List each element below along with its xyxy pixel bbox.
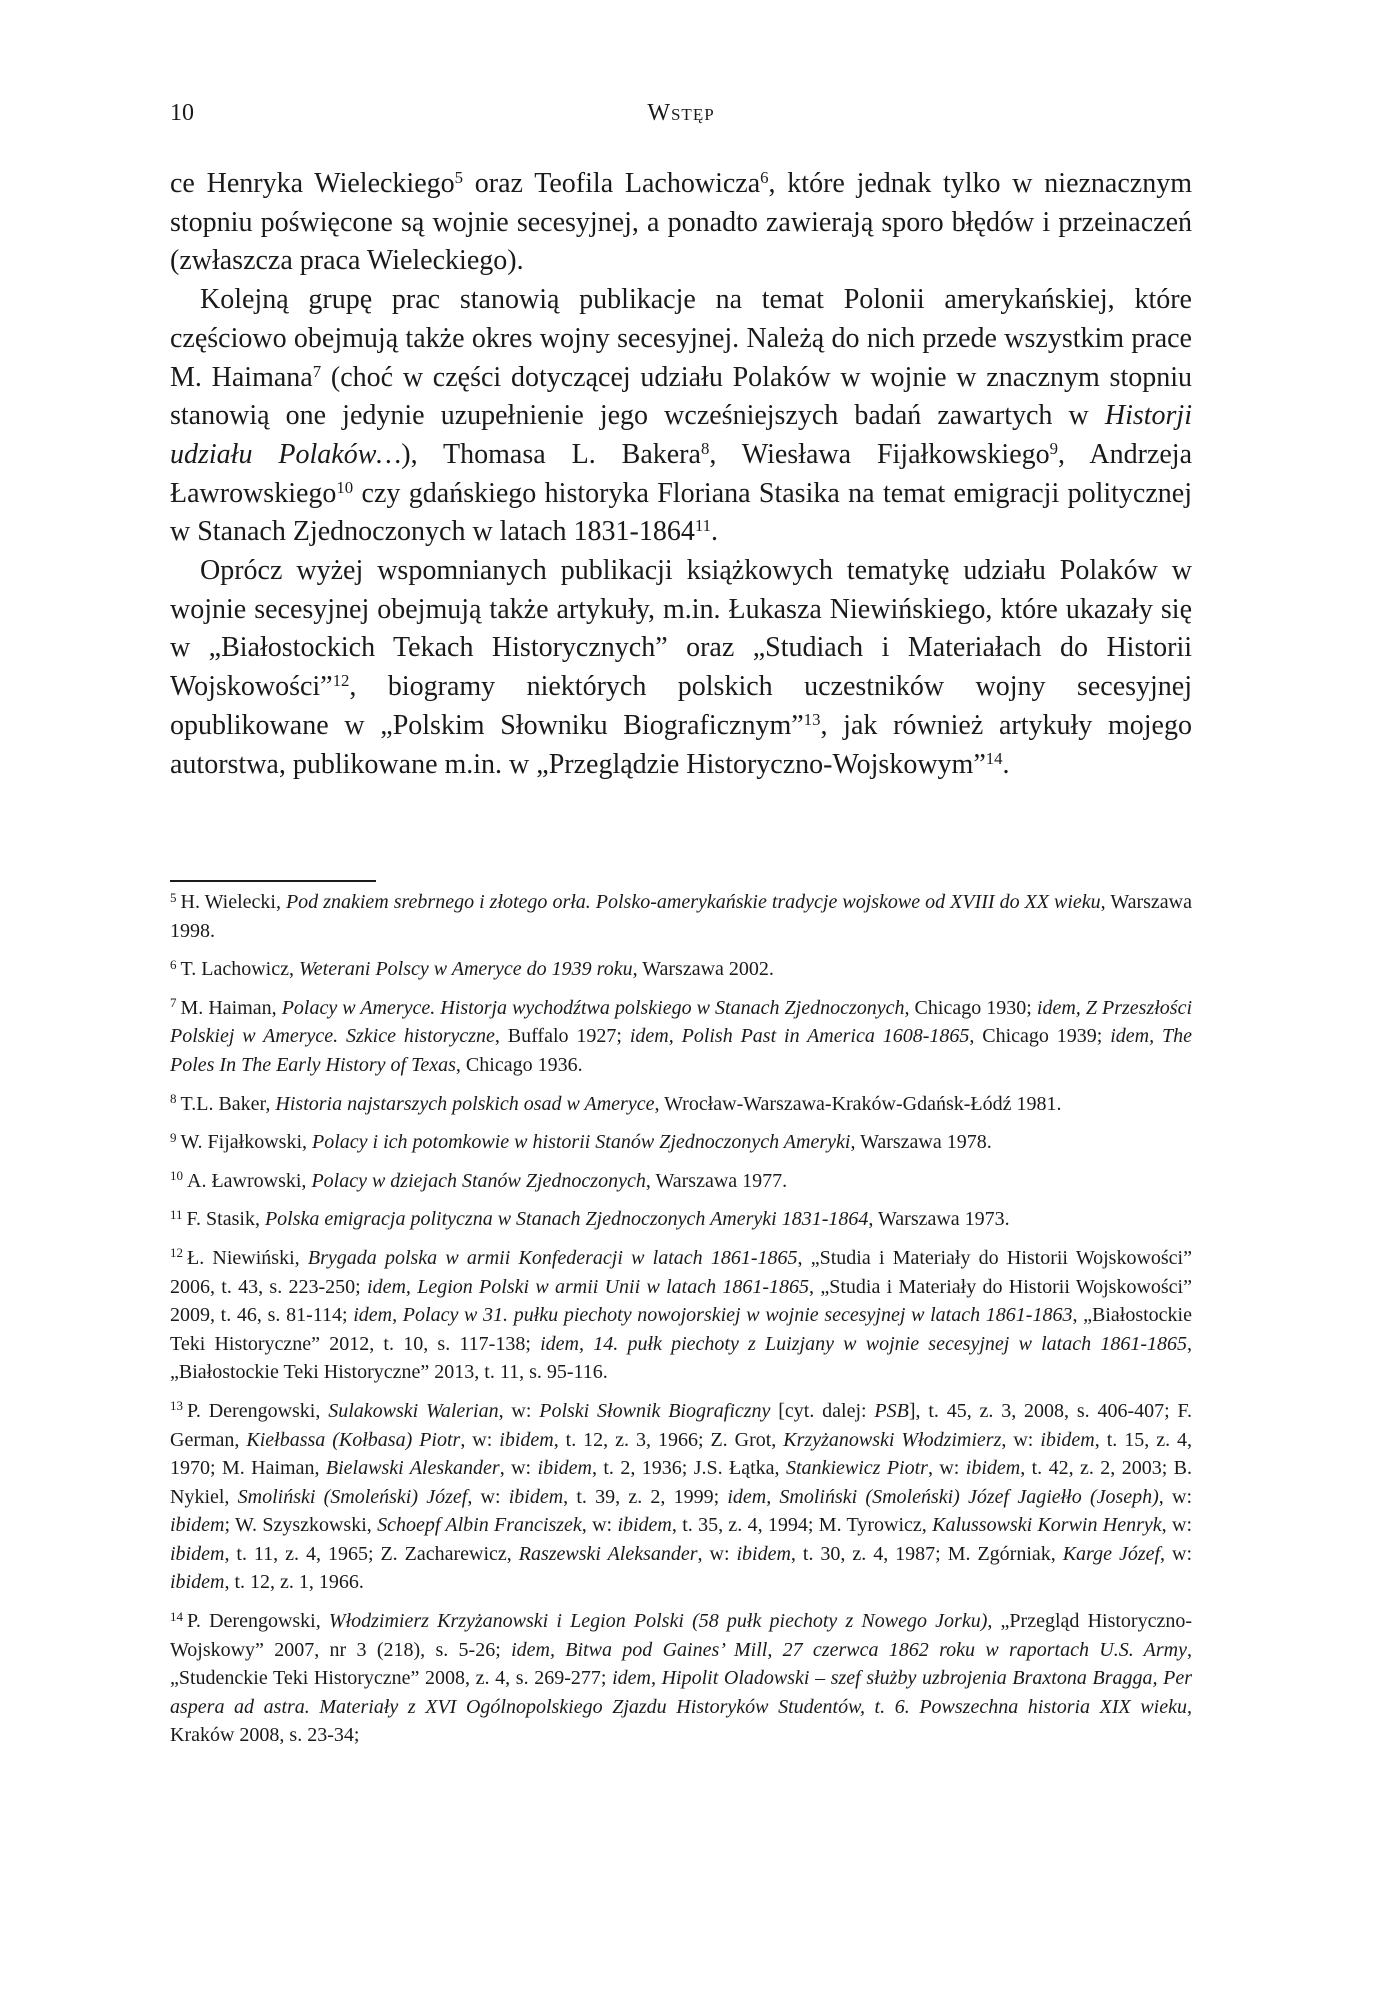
footnote-reference: 7 [312, 361, 322, 381]
text-run: , w: [1161, 1514, 1192, 1537]
text-run: T. Lachowicz, [180, 958, 299, 981]
text-run: , Warszawa 1973. [868, 1208, 1010, 1231]
text-run: , „Studia i Materiały do Historii Wojskowości” 2006, t. 43, s. 223-250; [170, 1246, 1192, 1298]
italic-text: Raszewski Aleksander [518, 1542, 698, 1565]
footnote-reference: 6 [760, 167, 769, 187]
text-run: , Kraków 2008, s. 23-34; [170, 1695, 1192, 1747]
text-run: , w: [499, 1457, 538, 1480]
footnote-reference: 12 [332, 670, 350, 690]
italic-text: ibidem [736, 1542, 791, 1565]
italic-text: ibidem [499, 1428, 554, 1451]
footnotes [170, 888, 1192, 1760]
footnote-number: 9 [170, 1129, 177, 1145]
text-run: W. Fijałkowski, [180, 1131, 312, 1154]
text-run: , Warszawa 1998. [170, 891, 1192, 942]
text-run: , „Przegląd Historyczno-Wojskowy” 2007, nr 3 (218), s. 5-26; [170, 1610, 1193, 1661]
text-run: . [711, 516, 719, 548]
text-run: ce Henryka Wieleckiego [170, 168, 455, 199]
italic-text: idem, Smoliński (Smoleński) Józef Jagiełło (Joseph) [727, 1485, 1159, 1508]
italic-text: idem, Polish Past in America 1608-1865 [629, 1025, 970, 1048]
text-run: Ł. Niewiński, [187, 1246, 308, 1269]
text-run: , Warszawa 2002. [632, 958, 774, 981]
footnote-number: 8 [170, 1091, 177, 1107]
text-run: [cyt. dalej: [770, 1399, 875, 1422]
italic-text: Schoepf Albin Franciszek [377, 1514, 582, 1537]
text-run: F. Stasik, [186, 1208, 265, 1231]
footnote [170, 1397, 1192, 1597]
footnote [170, 1205, 1192, 1234]
footnote-reference: 8 [700, 438, 710, 458]
italic-text: Polacy w dziejach Stanów Zjednoczonych [311, 1169, 646, 1192]
italic-text: Stankiewicz Piotr [785, 1457, 928, 1480]
footnote-number: 6 [170, 956, 177, 972]
body-paragraph [170, 165, 1192, 281]
italic-text: ibidem [170, 1514, 225, 1537]
italic-text: Polska emigracja polityczna w Stanach Zjednoczonych Ameryki 1831-1864 [264, 1208, 869, 1231]
italic-text: Bielawski Aleskander [325, 1457, 500, 1480]
main-text [170, 165, 1192, 784]
text-run: , w: [460, 1428, 500, 1451]
italic-text: Polacy w Ameryce. Historja wychodźtwa polskiego w Stanach Zjednoczonych [281, 996, 905, 1019]
text-run: , Chicago 1930; [904, 996, 1037, 1019]
text-run: Kolejną grupę prac stanowią publikacje na temat Polonii amerykańskiej, które częściowo obejmują także okres wojny secesyjnej. Należą do nich przede wszystkim prace M. Haimana [170, 284, 1192, 393]
italic-text: Weterani Polscy w Ameryce do 1939 roku [298, 958, 633, 981]
italic-text: Pod znakiem srebrnego i złotego orła. Polsko-amerykańskie tradycje wojskowe od XVIII do XX wieku [285, 891, 1101, 913]
body-paragraph [170, 552, 1192, 784]
footnote-separator [170, 880, 376, 882]
text-run: , t. 35, z. 4, 1994; M. Tyrowicz, [671, 1514, 933, 1537]
italic-text: idem, Z Przeszłości Polskiej w Ameryce. Szkice historyczne [170, 996, 1193, 1048]
footnote [170, 994, 1192, 1080]
italic-text: Historia najstarszych polskich osad w Ameryce [275, 1092, 655, 1115]
text-run: , t. 2, 1936; J.S. Łątka, [591, 1457, 786, 1480]
italic-text: idem, Legion Polski w armii Unii w latach 1861-1865 [367, 1275, 810, 1298]
italic-text: Polacy i ich potomkowie w historii Stanów Zjednoczonych Ameryki [312, 1131, 851, 1154]
text-run: , Andrzeja Ławrowskiego [170, 438, 1193, 509]
italic-text: Kiełbassa (Kołbasa) Piotr [246, 1428, 461, 1451]
text-run: M. Haiman, [180, 996, 282, 1019]
footnote-reference: 9 [1049, 438, 1059, 458]
text-run: ), Thomasa L. Bakera [401, 438, 701, 470]
italic-text: idem, The Poles In The Early History of Texas [170, 1025, 1192, 1076]
footnote [170, 1167, 1192, 1196]
italic-text: ibidem [170, 1542, 225, 1565]
text-run: , w: [581, 1514, 618, 1537]
footnote-reference: 10 [336, 477, 354, 497]
text-run: , t. 30, z. 4, 1987; M. Zgórniak, [790, 1542, 1063, 1565]
footnote-number: 5 [170, 889, 177, 905]
footnote-number: 10 [170, 1168, 183, 1184]
text-run: H. Wielecki, [180, 891, 286, 913]
text-run: , t. 12, z. 1, 1966. [224, 1571, 364, 1594]
footnote-number: 13 [170, 1398, 183, 1414]
footnote [170, 888, 1192, 945]
text-run: , Wrocław-Warszawa-Kraków-Gdańsk-Łódź 1981. [654, 1092, 1062, 1115]
italic-text: Sulakowski Walerian [328, 1399, 499, 1422]
italic-text: idem, Hipolit Oladowski – szef służby uzbrojenia Braxtona Bragga, Per aspera ad astra. Materiały z XVI Ogólnopolskiego Zjazdu Historyków Studentów, t. 6. Powszechna historia XIX wieku [170, 1667, 1192, 1718]
footnote [170, 1128, 1192, 1157]
body-paragraph [170, 281, 1192, 552]
footnote-reference: 13 [803, 709, 821, 729]
footnote-number: 14 [170, 1608, 183, 1624]
footnote-number: 11 [170, 1206, 183, 1222]
italic-text: Krzyżanowski Włodzimierz [783, 1428, 1002, 1451]
text-run: , w: [498, 1399, 540, 1422]
italic-text: Historji udziału Polaków… [170, 400, 1192, 470]
italic-text: ibidem [508, 1485, 564, 1508]
italic-text: Polski Słownik Biograficzny [539, 1399, 771, 1422]
text-run: P. Derengowski, [187, 1399, 329, 1422]
text-run: , Buffalo 1927; [494, 1025, 630, 1048]
footnote-number: 7 [170, 995, 177, 1011]
text-run: , które jednak tylko w nieznacznym stopniu poświęcone są wojnie secesyjnej, a ponadto zawierają sporo błędów i przeinaczeń (zwłaszcza praca Wieleckiego). [170, 168, 1192, 277]
italic-text: Włodzimierz Krzyżanowski i Legion Polski (58 pułk piechoty z Nowego Jorku) [328, 1610, 988, 1633]
text-run: , Chicago 1936. [455, 1053, 583, 1076]
text-run: , „Studia i Materiały do Historii Wojskowości” 2009, t. 46, s. 81-114; [170, 1275, 1192, 1327]
text-run: czy gdańskiego historyka Floriana Stasika na temat emigracji politycznej w Stanach Zjednoczonych w latach 1831-1864 [170, 477, 1192, 548]
italic-text: Karge Józef [1062, 1542, 1161, 1565]
footnote-reference: 5 [454, 167, 464, 187]
text-run: P. Derengowski, [187, 1610, 329, 1633]
text-run: Oprócz wyżej wspomnianych publikacji książkowych tematykę udziału Polaków w wojnie secesyjnej obejmują także artykuły, m.in. Łukasza Niewińskiego, które ukazały się w „Białostockich Tekach Historycznych” oraz „Studiach i Materiałach do Historii Wojskowości” [170, 555, 1192, 703]
text-run: , Wiesława Fijałkowskiego [709, 438, 1050, 470]
text-run: (choć w części dotyczącej udziału Polaków w wojnie w znacznym stopniu stanowią one jedynie uzupełnienie jego wcześniejszych badań zawartych w [170, 361, 1192, 432]
page-number: 10 [170, 100, 194, 126]
footnote [170, 1244, 1192, 1387]
running-title: Wstęp [647, 100, 715, 126]
text-run: , Chicago 1939; [969, 1025, 1111, 1048]
text-run: , w: [1160, 1542, 1193, 1565]
footnote-number: 12 [170, 1245, 183, 1261]
text-run: ; W. Szyszkowski, [224, 1514, 378, 1537]
running-header [170, 100, 1192, 136]
footnote [170, 1090, 1192, 1119]
italic-text: ibidem [1040, 1428, 1095, 1451]
text-run: , Warszawa 1978. [850, 1131, 992, 1154]
text-run: , t. 12, z. 3, 1966; Z. Grot, [553, 1428, 784, 1451]
footnote-reference: 14 [985, 748, 1003, 768]
italic-text: Smoliński (Smoleński) Józef [237, 1485, 468, 1508]
text-run: oraz Teofila Lachowicza [463, 168, 761, 199]
text-run: . [1002, 748, 1010, 780]
text-run: A. Ławrowski, [187, 1169, 312, 1192]
italic-text: Kalussowski Korwin Henryk [932, 1514, 1162, 1537]
italic-text: PSB [874, 1399, 909, 1422]
text-run: T.L. Baker, [180, 1092, 276, 1115]
text-run: , jak również artykuły mojego autorstwa, publikowane m.in. w „Przeglądzie Historyczno-Wojskowym” [170, 709, 1192, 780]
text-run: , w: [467, 1485, 509, 1508]
footnote [170, 955, 1192, 984]
text-run: , t. 42, z. 2, 2003; B. Nykiel, [170, 1457, 1193, 1508]
italic-text: idem, 14. pułk piechoty z Luizjany w wojnie secesyjnej w latach 1861-1865 [540, 1332, 1187, 1355]
italic-text: Brygada polska w armii Konfederacji w latach 1861-1865 [307, 1246, 798, 1269]
text-run: , w: [1158, 1485, 1192, 1508]
text-run: , w: [927, 1457, 966, 1480]
footnote-reference: 11 [694, 516, 712, 536]
text-run: , „Studenckie Teki Historyczne” 2008, z. 4, s. 269-277; [170, 1638, 1192, 1690]
text-run: ], t. 45, z. 3, 2008, s. 406-407; F. German, [170, 1399, 1193, 1451]
text-run: , t. 39, z. 2, 1999; [563, 1485, 728, 1508]
italic-text: idem, Polacy w 31. pułku piechoty nowojorskiej w wojnie secesyjnej w latach 1861-1863 [353, 1304, 1073, 1327]
footnote [170, 1607, 1192, 1750]
text-run: , Warszawa 1977. [645, 1169, 788, 1192]
text-run: , t. 11, z. 4, 1965; Z. Zacharewicz, [224, 1542, 519, 1565]
text-run: , „Białostockie Teki Historyczne” 2013, t. 11, s. 95-116. [170, 1332, 1192, 1384]
text-run: , „Białostockie Teki Historyczne” 2012, t. 10, s. 117-138; [170, 1304, 1192, 1355]
text-run: , t. 15, z. 4, 1970; M. Haiman, [170, 1428, 1193, 1480]
italic-text: ibidem [170, 1571, 225, 1594]
italic-text: ibidem [537, 1457, 592, 1480]
text-run: , w: [697, 1542, 737, 1565]
italic-text: idem, Bitwa pod Gaines’ Mill, 27 czerwca 1862 roku w raportach U.S. Army [511, 1638, 1187, 1661]
italic-text: ibidem [965, 1457, 1021, 1480]
text-run: , biogramy niektórych polskich uczestników wojny secesyjnej opublikowane w „Polskim Słowniku Biograficznym” [170, 671, 1192, 741]
text-run: , w: [1001, 1428, 1041, 1451]
italic-text: ibidem [617, 1514, 672, 1537]
